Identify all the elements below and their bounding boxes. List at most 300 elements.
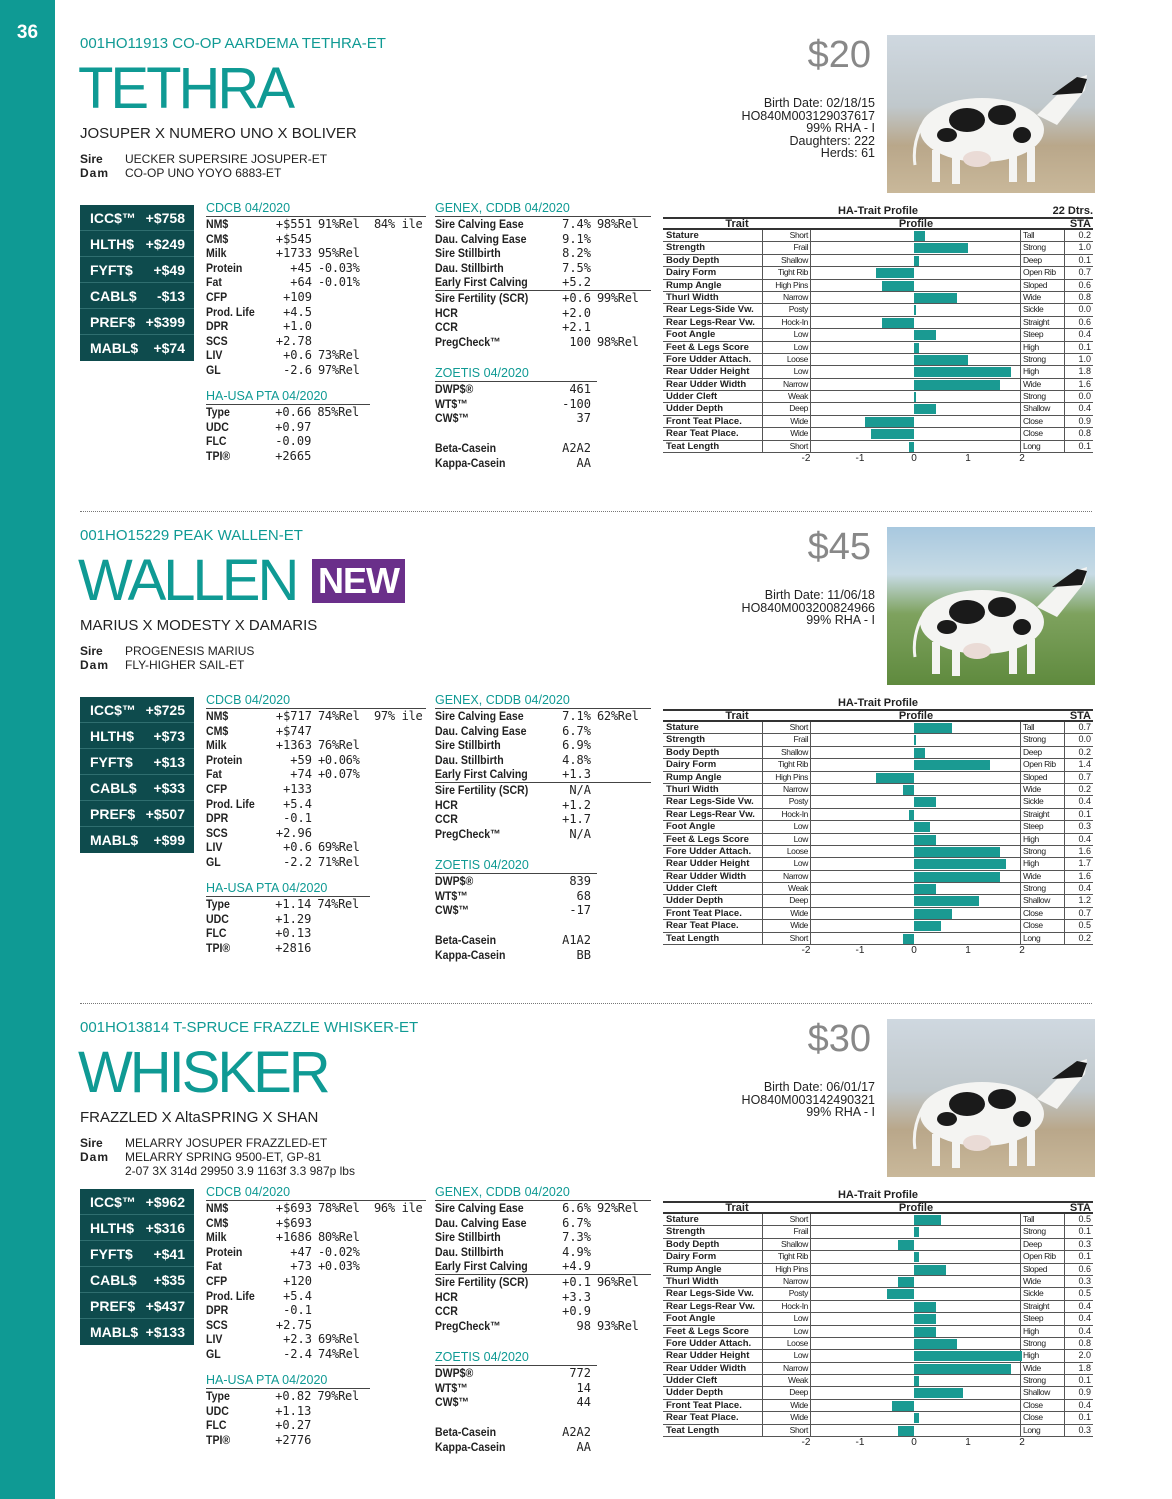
trait-sta-value: 1.0 [1078, 353, 1091, 364]
cow-illustration [887, 1019, 1095, 1177]
trait-name: Rear Legs-Rear Vw. [663, 317, 763, 328]
zoetis-value: 461 [569, 382, 591, 396]
new-badge: NEW [312, 559, 405, 603]
hausa-value: +0.82 [275, 1389, 312, 1403]
birth-info-line: HO840M003129037617 [741, 108, 875, 123]
genex-row [435, 1216, 651, 1231]
genex-key: Sire Fertility (SCR) [435, 290, 529, 305]
trait-bar [898, 1426, 914, 1436]
trait-high-label: Tall [1021, 1214, 1065, 1225]
trait-low-label: Narrow [763, 292, 811, 303]
trait-name: Teat Length [663, 441, 763, 452]
trait-name: Udder Depth [663, 1387, 763, 1398]
cdcb-pct [371, 305, 426, 320]
genex-value: 4.8% [562, 752, 591, 767]
index-value: +$133 [145, 1324, 185, 1340]
cdcb-pct [371, 319, 426, 334]
trait-bar [898, 1277, 914, 1287]
casein-row [435, 933, 597, 948]
genex-rel [591, 1304, 649, 1319]
trait-high-label: Close [1021, 428, 1065, 439]
cdcb-rel [312, 334, 371, 349]
trait-row [663, 342, 1093, 354]
trait-name: Udder Depth [663, 403, 763, 414]
trait-name: Rear Legs-Side Vw. [663, 1288, 763, 1299]
trait-high-label: Wide [1021, 871, 1065, 882]
lineage: JOSUPER X NUMERO UNO X BOLIVER [80, 125, 357, 142]
trait-high-label: High [1021, 1350, 1065, 1361]
trait-bar-cell [811, 858, 1021, 869]
hausa-value: +1.13 [275, 1403, 312, 1418]
sta-col-header: STA [1069, 218, 1091, 230]
zoetis-key: WT$™ [435, 396, 468, 411]
trait-sta-value: 1.6 [1078, 845, 1091, 856]
trait-low-label: Narrow [763, 379, 811, 390]
cdcb-rel [312, 1274, 371, 1289]
cdcb-key: DPR [206, 811, 229, 826]
trait-bar-cell [811, 391, 1021, 402]
trait-row [663, 846, 1093, 858]
trait-name: Thurl Width [663, 1276, 763, 1287]
zoetis-row [435, 874, 597, 889]
cdcb-rel: 69%Rel [317, 1332, 360, 1347]
trait-bar-cell [811, 1226, 1021, 1237]
trait-sta-value: 0.7 [1078, 267, 1091, 278]
trait-profile-title: HA-Trait Profile [837, 697, 919, 709]
trait-sta-value: 0.6 [1078, 316, 1091, 327]
cdcb-row [206, 275, 426, 290]
trait-row [663, 428, 1093, 440]
trait-high-label: Sloped [1021, 772, 1065, 783]
trait-high-label: High [1021, 342, 1065, 353]
section-divider [80, 511, 1092, 512]
trait-low-label: Shallow [763, 747, 811, 758]
trait-row [663, 354, 1093, 366]
trait-bar [914, 835, 936, 845]
birth-info-line: Birth Date: 06/01/17 [763, 1080, 875, 1094]
zoetis-row [435, 1381, 597, 1396]
zoetis-value: 14 [576, 1380, 591, 1395]
trait-row [663, 292, 1093, 304]
genex-rel: 93%Rel [597, 1318, 639, 1333]
trait-name: Rear Udder Width [663, 871, 763, 882]
zoetis-row [435, 903, 597, 918]
index-row [80, 1189, 194, 1215]
genex-value: N/A [569, 826, 591, 841]
trait-row [663, 317, 1093, 329]
cdcb-value: +0.6 [283, 348, 312, 363]
trait-bar-cell [811, 267, 1021, 278]
trait-row [663, 908, 1093, 920]
trait-name: Front Teat Place. [663, 416, 763, 427]
index-value: +$437 [145, 1297, 185, 1314]
trait-bar-cell [811, 1387, 1021, 1398]
trait-bar [914, 1376, 919, 1386]
index-name: PREF$ [90, 1297, 136, 1314]
genex-row [435, 246, 651, 261]
trait-bar-cell [811, 933, 1021, 944]
trait-bar-cell [811, 821, 1021, 832]
index-row [80, 335, 194, 361]
trait-name: Foot Angle [663, 1313, 763, 1324]
hausa-value: +0.66 [275, 405, 312, 419]
dam-name: FLY-HIGHER SAIL-ET [125, 658, 245, 672]
index-row [80, 205, 194, 231]
bull-code: 001HO15229 PEAK WALLEN-ET [80, 527, 303, 544]
cdcb-value: +$747 [275, 723, 312, 738]
cdcb-pct [371, 1230, 426, 1245]
trait-sta-value: 0.8 [1078, 291, 1091, 302]
index-name: PREF$ [90, 805, 136, 822]
genex-row [435, 827, 651, 842]
casein-section [435, 933, 597, 962]
axis-tick-label: -2 [801, 453, 811, 465]
trait-bar [914, 1339, 957, 1349]
cdcb-value: -2.4 [283, 1346, 312, 1361]
cdcb-value: +$693 [275, 1215, 312, 1230]
cdcb-key: CM$ [206, 231, 229, 246]
trait-high-label: Strong [1021, 1226, 1065, 1237]
trait-low-label: Low [763, 1313, 811, 1324]
index-value: +$249 [145, 235, 185, 252]
cdcb-row [206, 246, 426, 261]
trait-row [663, 883, 1093, 895]
trait-sta-value: 1.6 [1078, 378, 1091, 389]
trait-bar-cell [811, 292, 1021, 303]
trait-bar-cell [811, 920, 1021, 931]
zoetis-header: ZOETIS 04/2020 [435, 858, 597, 874]
cdcb-row [206, 290, 426, 305]
trait-name: Foot Angle [663, 821, 763, 832]
index-row [80, 723, 194, 749]
hausa-row [206, 405, 370, 420]
genex-rel [591, 246, 649, 261]
trait-col-header: Trait [725, 1202, 749, 1214]
index-row [80, 231, 194, 257]
cdcb-row [206, 1274, 426, 1289]
trait-bar [914, 1413, 919, 1423]
trait-row [663, 403, 1093, 415]
genex-key: Early First Calving [435, 767, 528, 782]
cdcb-row [206, 782, 426, 797]
trait-high-label: Open Rib [1021, 267, 1065, 278]
cdcb-pct [371, 811, 426, 826]
cdcb-pct [371, 1332, 426, 1347]
trait-bar [882, 318, 914, 328]
hausa-row [206, 941, 370, 956]
trait-row [663, 796, 1093, 808]
trait-low-label: Narrow [763, 784, 811, 795]
trait-sta-value: 0.1 [1078, 341, 1091, 352]
trait-low-label: Wide [763, 416, 811, 427]
cdcb-rel: 71%Rel [317, 854, 360, 869]
hausa-row [206, 897, 370, 912]
hausa-row [206, 1418, 370, 1433]
trait-high-label: Close [1021, 1400, 1065, 1411]
cdcb-key: Prod. Life [206, 796, 255, 811]
cdcb-value: +45 [290, 260, 312, 275]
zoetis-section [435, 366, 597, 426]
trait-sta-value: 0.9 [1078, 1387, 1091, 1398]
trait-high-label: Open Rib [1021, 759, 1065, 770]
trait-bar [914, 748, 925, 758]
index-name: FYFT$ [90, 1245, 133, 1262]
sire-name: PROGENESIS MARIUS [125, 644, 255, 658]
cdcb-pct [371, 1289, 426, 1304]
trait-sta-value: 2.0 [1078, 1350, 1091, 1361]
trait-bar [882, 281, 914, 291]
genex-key: Dau. Stillbirth [435, 752, 504, 767]
trait-row [663, 391, 1093, 403]
trait-low-label: Hock-In [763, 809, 811, 820]
trait-bar [903, 934, 914, 944]
index-value: +$35 [153, 1271, 185, 1288]
axis-tick-label: 0 [911, 453, 917, 465]
genex-row [435, 1290, 651, 1305]
axis-tick-label: -1 [855, 945, 865, 957]
semen-price: $20 [807, 34, 871, 76]
trait-bar-cell [811, 242, 1021, 253]
index-name: CABL$ [90, 1271, 137, 1288]
trait-bar-cell [811, 1375, 1021, 1386]
trait-bar [914, 367, 1011, 377]
trait-bar [914, 884, 936, 894]
zoetis-row [435, 1395, 597, 1410]
trait-row [663, 1350, 1093, 1362]
index-name: ICC$™ [90, 1193, 136, 1210]
index-value: +$13 [153, 753, 185, 770]
cdcb-key: CFP [206, 289, 228, 304]
trait-high-label: Straight [1021, 809, 1065, 820]
index-name: FYFT$ [90, 753, 133, 770]
cdcb-key: LIV [206, 348, 223, 363]
trait-high-label: Strong [1021, 1375, 1065, 1386]
trait-bar [876, 773, 914, 783]
trait-row [663, 821, 1093, 833]
trait-bar-cell [811, 1301, 1021, 1312]
trait-name: Rear Udder Height [663, 858, 763, 869]
bull-entry-2 [80, 1019, 1095, 1499]
cdcb-row [206, 1347, 426, 1362]
birth-info-line: Birth Date: 11/06/18 [764, 588, 875, 602]
cdcb-value: +$545 [275, 231, 312, 246]
index-value: +$73 [153, 727, 185, 744]
bull-daughter-photo [887, 527, 1095, 685]
cdcb-key: Fat [206, 1259, 222, 1274]
trait-bar [914, 1302, 936, 1312]
cdcb-value: +0.6 [283, 840, 312, 855]
trait-sta-value: 0.4 [1078, 329, 1091, 340]
cdcb-value: +73 [290, 1259, 312, 1274]
hausa-value: +1.14 [275, 897, 312, 911]
trait-low-label: Wide [763, 1412, 811, 1423]
trait-high-label: Strong [1021, 242, 1065, 253]
trait-bar [914, 859, 1006, 869]
cdcb-pct: 96% ile [373, 1201, 423, 1215]
cdcb-rel [312, 290, 371, 305]
genex-rel: 62%Rel [597, 709, 639, 723]
trait-high-label: Long [1021, 441, 1065, 452]
trait-bar-cell [811, 255, 1021, 266]
cdcb-rel: 74%Rel [317, 1346, 360, 1361]
hausa-section [206, 389, 370, 463]
trait-name: Rear Legs-Side Vw. [663, 304, 763, 315]
trait-name: Front Teat Place. [663, 908, 763, 919]
genex-value: +1.2 [562, 797, 591, 812]
trait-sta-value: 0.3 [1078, 821, 1091, 832]
trait-row [663, 441, 1093, 453]
trait-profile-header [663, 1201, 1093, 1214]
trait-bar-cell [811, 230, 1021, 241]
genex-key: CCR [435, 812, 458, 827]
cdcb-pct [371, 334, 426, 349]
hausa-section [206, 1373, 370, 1447]
genex-value: 6.9% [562, 738, 591, 753]
genex-row [435, 291, 651, 306]
trait-bar-cell [811, 871, 1021, 882]
trait-sta-value: 0.4 [1078, 1300, 1091, 1311]
trait-high-label: Deep [1021, 1239, 1065, 1250]
genex-header: GENEX, CDDB 04/2020 [435, 693, 651, 709]
index-value: +$399 [145, 313, 185, 330]
trait-row [663, 1239, 1093, 1251]
genex-value: +4.9 [562, 1259, 591, 1274]
trait-high-label: Close [1021, 920, 1065, 931]
cdcb-key: GL [206, 362, 221, 377]
genex-row [435, 1275, 651, 1290]
cdcb-row [206, 709, 426, 724]
trait-low-label: Low [763, 1326, 811, 1337]
trait-sta-value: 0.2 [1078, 932, 1091, 943]
trait-bar [914, 1364, 1011, 1374]
trait-bar [914, 343, 919, 353]
cdcb-value: +1686 [275, 1230, 312, 1245]
trait-low-label: Tight Rib [763, 267, 811, 278]
trait-bar-cell [811, 1326, 1021, 1337]
genex-rel [591, 261, 649, 276]
genex-rel [591, 798, 649, 813]
trait-sta-value: 0.5 [1078, 1214, 1091, 1224]
trait-high-label: Strong [1021, 883, 1065, 894]
cdcb-key: Protein [206, 752, 243, 767]
casein-value: A2A2 [562, 1425, 591, 1439]
genex-key: Dau. Stillbirth [435, 1244, 504, 1259]
trait-high-label: Shallow [1021, 403, 1065, 414]
trait-name: Body Depth [663, 747, 763, 758]
trait-bar [914, 896, 979, 906]
zoetis-row [435, 1366, 597, 1381]
index-name: ICC$™ [90, 701, 136, 718]
birth-info-line: 99% RHA - I [806, 121, 875, 136]
genex-key: Sire Fertility (SCR) [435, 782, 529, 797]
trait-sta-value: 0.2 [1078, 783, 1091, 794]
trait-sta-value: 0.1 [1078, 440, 1091, 451]
cdcb-pct [371, 797, 426, 812]
dam-label: Dam [80, 658, 110, 672]
axis-tick-label: 1 [965, 1437, 971, 1449]
trait-low-label: Frail [763, 1226, 811, 1237]
trait-name: Dairy Form [663, 267, 763, 278]
genex-rel [591, 812, 649, 827]
sire-label: Sire [80, 152, 103, 166]
cdcb-value: +1.0 [283, 319, 312, 334]
trait-name: Rear Udder Width [663, 379, 763, 390]
index-name: FYFT$ [90, 261, 133, 278]
zoetis-key: CW$™ [435, 1395, 470, 1410]
trait-sta-value: 1.4 [1078, 759, 1091, 770]
bull-code: 001HO13814 T-SPRUCE FRAZZLE WHISKER-ET [80, 1019, 419, 1036]
trait-sta-value: 0.1 [1078, 1375, 1091, 1386]
trait-row [663, 1412, 1093, 1424]
birth-info-line: Herds: 61 [820, 146, 875, 161]
index-row [80, 1293, 194, 1319]
index-row [80, 1267, 194, 1293]
trait-col-header: Trait [725, 710, 749, 722]
hausa-row [206, 449, 370, 464]
cdcb-rel: 76%Rel [317, 738, 360, 753]
trait-bar [914, 760, 990, 770]
trait-bar [914, 330, 936, 340]
index-row [80, 775, 194, 801]
trait-bar [914, 231, 925, 241]
casein-key: Beta-Casein [435, 933, 497, 947]
cdcb-pct [371, 724, 426, 739]
genex-value: N/A [569, 782, 591, 797]
zoetis-header: ZOETIS 04/2020 [435, 366, 597, 382]
trait-name: Body Depth [663, 1239, 763, 1250]
genex-row [435, 767, 651, 783]
trait-name: Teat Length [663, 1425, 763, 1436]
cdcb-section [206, 1185, 426, 1362]
genex-row [435, 335, 651, 350]
hausa-rel [311, 941, 370, 956]
index-row [80, 1241, 194, 1267]
cdcb-value: +1733 [275, 246, 312, 261]
trait-low-label: Short [763, 1425, 811, 1436]
cdcb-row [206, 232, 426, 247]
index-value: +$758 [145, 209, 185, 226]
genex-value: 7.3% [562, 1230, 591, 1245]
cdcb-pct [371, 1259, 426, 1274]
trait-row [663, 1387, 1093, 1399]
genex-value: 6.6% [562, 1201, 591, 1215]
index-name: HLTH$ [90, 727, 135, 744]
trait-bar [914, 822, 930, 832]
cdcb-row [206, 217, 426, 232]
trait-name: Front Teat Place. [663, 1400, 763, 1411]
trait-bar [887, 1289, 914, 1299]
trait-sta-value: 0.9 [1078, 415, 1091, 426]
genex-key: Sire Stillbirth [435, 246, 501, 261]
trait-sta-value: 0.4 [1078, 883, 1091, 894]
hausa-rel: 74%Rel [317, 897, 359, 911]
genex-row [435, 217, 651, 232]
cdcb-key: CFP [206, 781, 228, 796]
cdcb-rel [312, 1303, 371, 1318]
genex-key: Sire Fertility (SCR) [435, 1274, 529, 1289]
trait-high-label: Shallow [1021, 1387, 1065, 1398]
trait-bar-cell [811, 304, 1021, 315]
genex-row [435, 738, 651, 753]
trait-bar-cell [811, 772, 1021, 783]
genex-value: 7.4% [562, 217, 591, 231]
hausa-row [206, 1389, 370, 1404]
trait-low-label: Wide [763, 920, 811, 931]
trait-low-label: Low [763, 858, 811, 869]
zoetis-value: 44 [576, 1395, 591, 1410]
cdcb-key: GL [206, 854, 221, 869]
trait-low-label: Weak [763, 883, 811, 894]
